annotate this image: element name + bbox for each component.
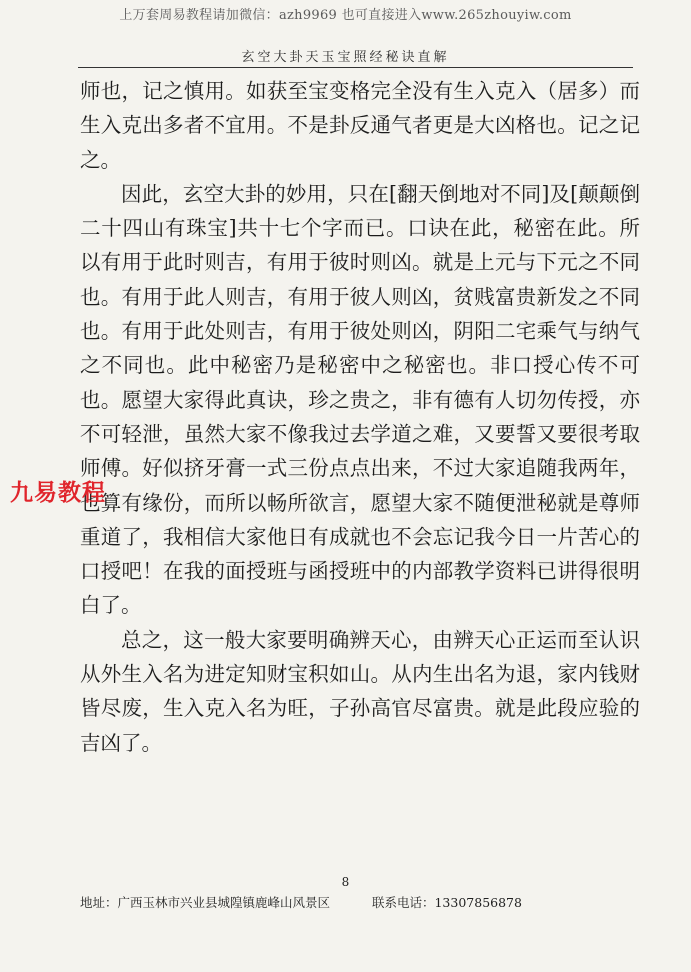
page-number: 8 (341, 875, 350, 889)
header-rule (78, 67, 633, 68)
footer-address: 地址：广西玉林市兴业县城隍镇鹿峰山风景区 (80, 895, 331, 910)
top-watermark: 上万套周易教程请加微信：azh9969 也可直接进入www.265zhouyiw.com (119, 8, 572, 23)
paragraph-summary: 总之，这一般大家要明确辨天心，由辨天心正运而至认识从外生入名为进定知财宝积如山。从内生出名为退，家内钱财皆尽废，生入克入名为旺，子孙高官尽富贵。就是此段应验的吉凶了。 (80, 627, 640, 755)
footer-phone: 联系电话：13307856878 (371, 895, 522, 910)
footer (80, 893, 640, 911)
body-text (80, 74, 640, 760)
paragraph-continued: 师也，记之慎用。如获至宝变格完全没有生入克入（居多）而生入克出多者不宜用。不是卦反通气者更是大凶格也。记之记之。 (80, 79, 640, 172)
paragraph-secret: 因此，玄空大卦的妙用，只在[翻天倒地对不同]及[颠颠倒二十四山有珠宝]共十七个字而已。口诀在此，秘密在此。所以有用于此时则吉，有用于彼时则凶。就是上元与下元之不同也。有用于此人则吉，有用于彼人则凶，贫贱富贵新发之不同也。有用于此处则吉，有用于彼处则凶，阴阳二宅乘气与纳气之不同也。此中秘密乃是秘密中之秘密也。非口授心传不可也。愿望大家得此真诀，珍之贵之，非有德有人切勿传授，亦不可轻泄，虽然大家不像我过去学道之难，又要誓又要很考取师傅。好似挤牙膏一式三份点点出来，不过大家追随我两年，也算有缘份，而所以畅所欲言，愿望大家不随便泄秘就是尊师重道了，我相信大家他日有成就也不会忘记我今日一片苦心的口授吧！在我的面授班与函授班中的内部教学资料已讲得很明白了。 (80, 181, 640, 618)
running-head-title: 玄空大卦天玉宝照经秘诀直解 (241, 50, 450, 65)
red-stamp-watermark: 九易教程 (10, 480, 106, 506)
